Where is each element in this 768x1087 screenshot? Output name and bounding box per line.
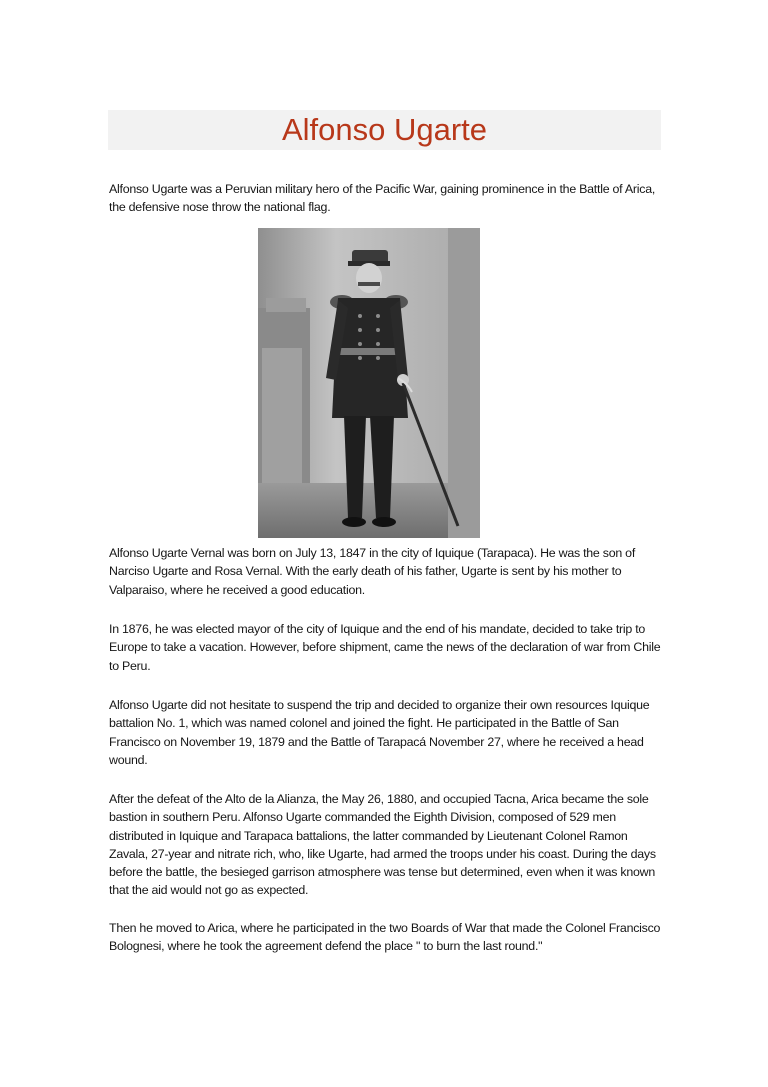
paragraph-2: In 1876, he was elected mayor of the city of Iquique and the end of his mandate, decided to take trip to Europe to take a vacation. However, before shipment, came the news of the declaration of war from Chile to Peru. bbox=[109, 622, 661, 673]
page-title: Alfonso Ugarte bbox=[281, 112, 488, 147]
paragraph-3: Alfonso Ugarte did not hesitate to suspend the trip and decided to organize their own resources Iquique battalion No. 1, which was named colonel and joined the fight. He participated in the Battle of San Francisco on November 19, 1879 and the Battle of Tarapacá November 27, where he received a head wound. bbox=[109, 698, 650, 767]
paragraph-5: Then he moved to Arica, where he participated in the two Boards of War that made the Colonel Francisco Bolognesi, where he took the agreement defend the place " to burn the last round." bbox=[109, 921, 661, 954]
paragraph-1: Alfonso Ugarte Vernal was born on July 13, 1847 in the city of Iquique (Tarapaca). He was the son of Narciso Ugarte and Rosa Vernal. With the early death of his father, Ugarte is sent by his mother to Valparaiso, where he received a good education. bbox=[109, 546, 636, 597]
paragraph-4: After the defeat of the Alto de la Alianza, the May 26, 1880, and occupied Tacna, Arica became the sole bastion in southern Peru. Alfonso Ugarte commanded the Eighth Division, composed of 529 men distributed in Iquique and Tarapaca battalions, the latter commanded by Lieutenant Colonel Ramon Zavala, 27-year and nitrate rich, who, like Ugarte, had armed the troops under his coast. During the days before the battle, the besieged garrison atmosphere was tense but determined, even when it was known that the aid would not go as expected. bbox=[109, 792, 656, 898]
portrait-photo bbox=[258, 228, 480, 538]
intro-paragraph: Alfonso Ugarte was a Peruvian military hero of the Pacific War, gaining prominence in the Battle of Arica, the defensive nose throw the national flag. bbox=[109, 182, 656, 215]
title-band bbox=[108, 110, 661, 150]
portrait-photo-icon bbox=[258, 228, 480, 538]
